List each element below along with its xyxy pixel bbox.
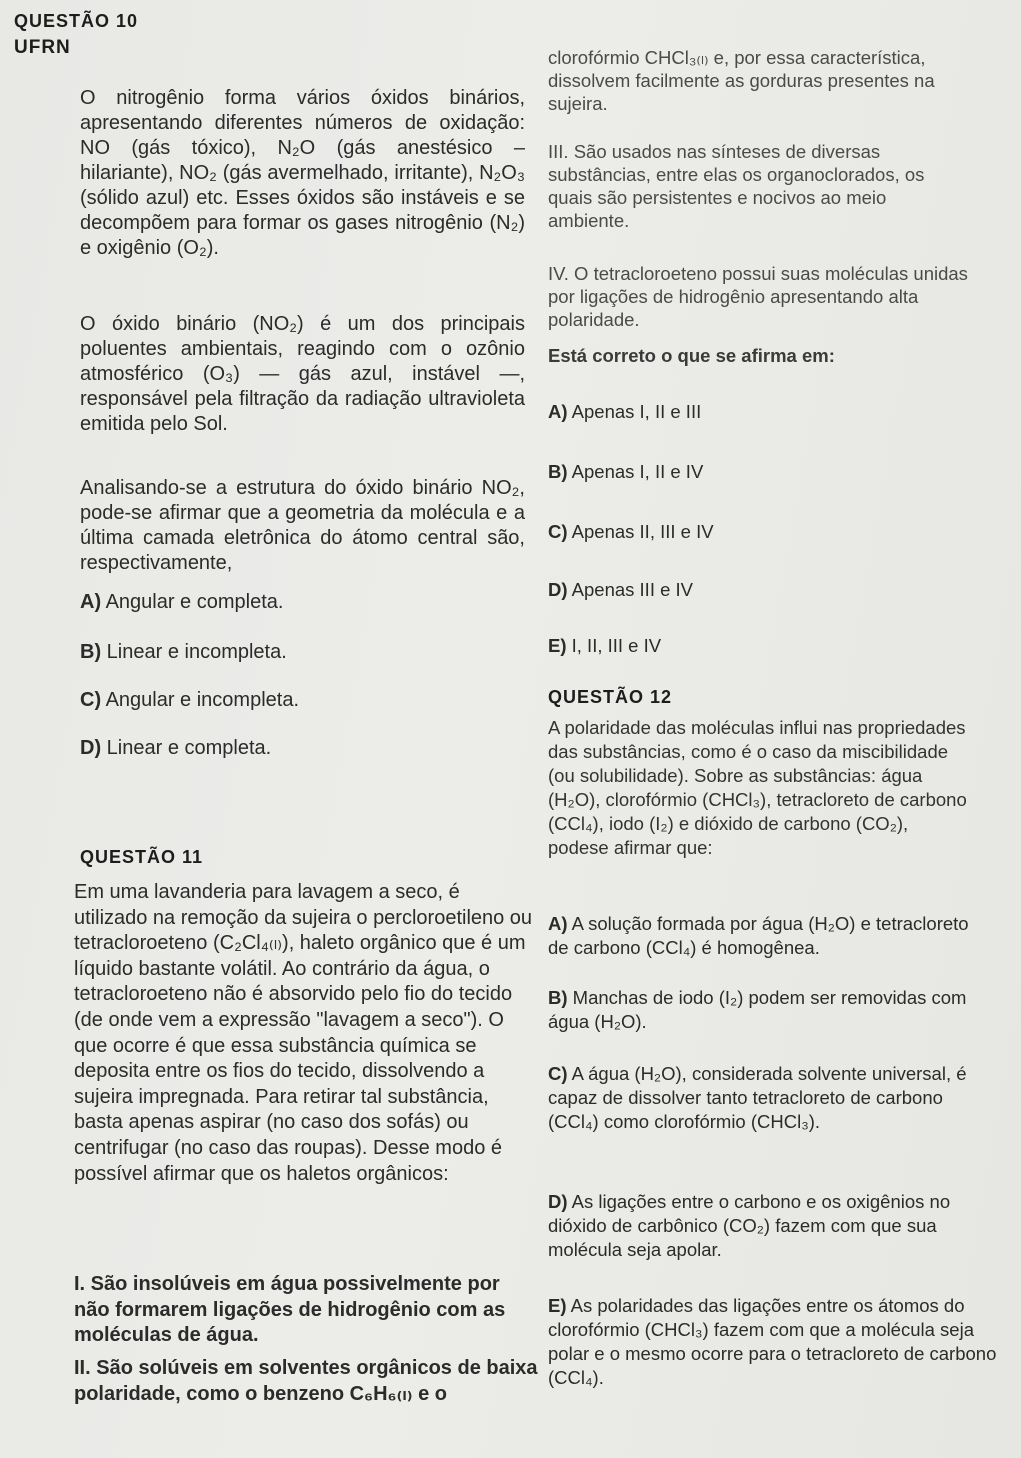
question-10-title: QUESTÃO 10 bbox=[14, 11, 139, 31]
question-10-source: UFRN bbox=[14, 37, 71, 58]
question-12-option-a[interactable] bbox=[548, 912, 988, 960]
option-text: As polaridades das ligações entre os átomos do clorofórmio (CHCl₃) fazem com que a molécula seja polar e o mesmo ocorre para o tetracloreto de carbono (CCl₄). bbox=[548, 1295, 997, 1389]
question-11-intro: Em uma lavanderia para lavagem a seco, é utilizado na remoção da sujeira o percloroetileno ou tetracloroeteno (C₂Cl₄₍ₗ₎), haleto orgânico que é um líquido bastante volátil. Ao contrário da água, o tetracloroeteno não é absorvido pelo fio do tecido (de onde vem a expressão "lavagem a seco"). O que ocorre é que essa substância química se deposita entre os fios do tecido, dissolvendo a sujeira impregnada. Para retirar tal substância, basta apenas aspirar (no caso dos sofás) ou centrifugar (no caso das roupas). Desse modo é possível afirmar que os haletos orgânicos: bbox=[74, 881, 533, 1185]
option-label: A) bbox=[548, 913, 568, 934]
option-text: Apenas I, II e IV bbox=[571, 461, 704, 482]
option-label: A) bbox=[548, 401, 568, 422]
option-text: Linear e incompleta. bbox=[106, 641, 287, 663]
question-11-option-d[interactable] bbox=[548, 578, 693, 601]
option-text: Apenas I, II e III bbox=[571, 401, 702, 422]
option-label: D) bbox=[548, 579, 568, 600]
question-10-paragraph-1: O nitrogênio forma vários óxidos binários, apresentando diferentes números de oxidação: NO (gás tóxico), N₂O (gás anestésico – hilariante), NO₂ (gás avermelhado, irritante), N₂O₃ (sólido azul) etc. Esses óxidos são instáveis e se decompõem para formar os gases nitrogênio (N₂) e oxigênio (O₂). bbox=[80, 87, 525, 259]
option-text: Linear e completa. bbox=[106, 737, 272, 759]
option-label: A) bbox=[80, 591, 102, 613]
option-label: D) bbox=[80, 737, 102, 759]
question-10-paragraph-3: Analisando-se a estrutura do óxido binário NO₂, pode-se afirmar que a geometria da molécula e a última camada eletrônica do átomo central são, respectivamente, bbox=[80, 477, 525, 574]
option-label: E) bbox=[548, 635, 567, 656]
option-text: I, II, III e IV bbox=[571, 635, 662, 656]
question-11-item-4: IV. O tetracloroeteno possui suas moléculas unidas por ligações de hidrogênio apresentando alta polaridade. bbox=[548, 263, 968, 331]
question-10-option-a[interactable] bbox=[80, 590, 283, 615]
option-text: A solução formada por água (H₂O) e tetracloreto de carbono (CCl₄) é homogênea. bbox=[548, 913, 969, 959]
question-12-title: QUESTÃO 12 bbox=[548, 687, 673, 707]
question-11-option-e[interactable] bbox=[548, 634, 661, 657]
option-label: D) bbox=[548, 1191, 568, 1212]
question-11-prompt: Está correto o que se afirma em: bbox=[548, 345, 835, 366]
option-text: Angular e completa. bbox=[105, 591, 284, 613]
question-10-option-b[interactable] bbox=[80, 640, 287, 665]
question-11-item-2-end: clorofórmio CHCl₃₍ₗ₎ e, por essa característica, dissolvem facilmente as gorduras presentes na sujeira. bbox=[548, 47, 935, 115]
question-10-paragraph-2: O óxido binário (NO₂) é um dos principais poluentes ambientais, reagindo com o ozônio atmosférico (O₃) — gás azul, instável —, responsável pela filtração da radiação ultravioleta emitida pelo Sol. bbox=[80, 313, 525, 435]
question-11-item-1: I. São insolúveis em água possivelmente por não formarem ligações de hidrogênio com as moléculas de água. bbox=[74, 1273, 506, 1347]
question-12-intro: A polaridade das moléculas influi nas propriedades das substâncias, como é o caso da miscibilidade (ou solubilidade). Sobre as substâncias: água (H₂O), clorofórmio (CHCl₃), tetracloreto de carbono (CCl₄), iodo (I₂) e dióxido de carbono (CO₂), podese afirmar que: bbox=[548, 717, 967, 859]
option-label: B) bbox=[548, 987, 568, 1008]
option-text: Angular e incompleta. bbox=[105, 689, 300, 711]
question-12-option-c[interactable] bbox=[548, 1062, 978, 1134]
option-text: A água (H₂O), considerada solvente universal, é capaz de dissolver tanto tetracloreto de carbono (CCl₄) como clorofórmio (CHCl₃). bbox=[548, 1063, 967, 1133]
option-label: B) bbox=[80, 641, 102, 663]
question-10-option-c[interactable] bbox=[80, 688, 299, 713]
option-label: E) bbox=[548, 1295, 567, 1316]
option-label: C) bbox=[548, 1063, 568, 1084]
question-11-title: QUESTÃO 11 bbox=[80, 847, 204, 867]
option-text: Apenas III e IV bbox=[571, 579, 694, 600]
question-11-option-b[interactable] bbox=[548, 460, 703, 483]
question-12-option-d[interactable] bbox=[548, 1190, 1013, 1262]
question-11-item-3: III. São usados nas sínteses de diversas substâncias, entre elas os organoclorados, os quais são persistentes e nocivos ao meio ambiente. bbox=[548, 141, 925, 232]
option-label: C) bbox=[548, 521, 568, 542]
option-text: As ligações entre o carbono e os oxigênios no dióxido de carbônico (CO₂) fazem com que sua molécula seja apolar. bbox=[548, 1191, 951, 1261]
question-11-item-2-start bbox=[74, 1356, 544, 1407]
question-11-option-a[interactable] bbox=[548, 400, 701, 423]
item-2-text: II. São solúveis em solventes orgânicos de baixa polaridade, como o benzeno C₆H₆₍ₗ₎ e o bbox=[74, 1357, 538, 1405]
option-label: C) bbox=[80, 689, 102, 711]
option-label: B) bbox=[548, 461, 568, 482]
option-text: Manchas de iodo (I₂) podem ser removidas com água (H₂O). bbox=[548, 987, 967, 1033]
question-11-option-c[interactable] bbox=[548, 520, 714, 543]
question-12-option-e[interactable] bbox=[548, 1294, 1013, 1390]
question-12-option-b[interactable] bbox=[548, 986, 998, 1034]
question-10-option-d[interactable] bbox=[80, 736, 271, 761]
option-text: Apenas II, III e IV bbox=[571, 521, 714, 542]
